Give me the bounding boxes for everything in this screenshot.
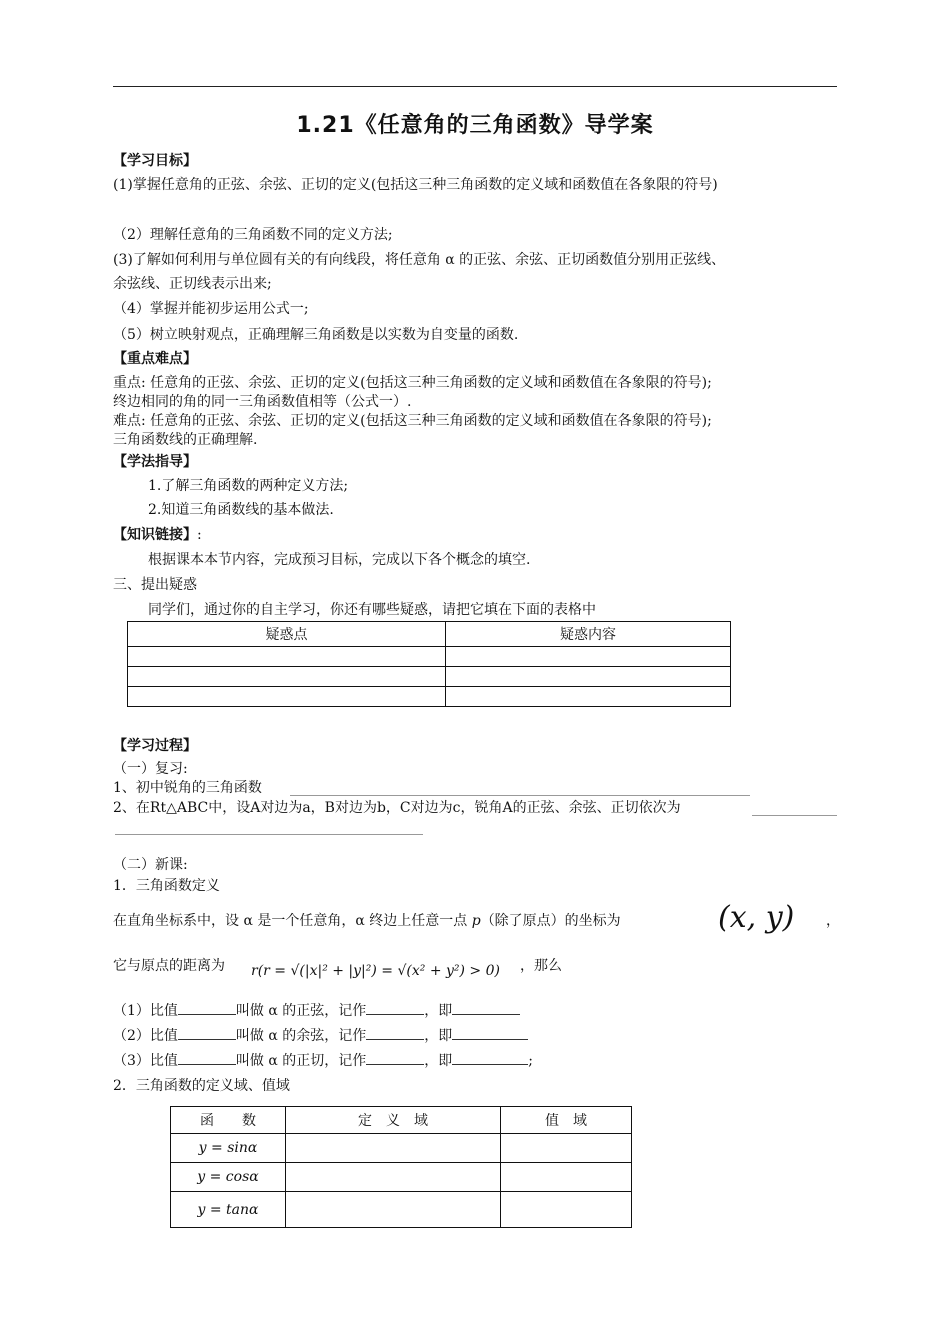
review-q1-text: 1、初中锐角的三角函数 — [113, 780, 262, 796]
doubts-cell[interactable] — [128, 667, 446, 687]
doubts-cell[interactable] — [446, 687, 731, 707]
coord-comma: ， — [826, 913, 840, 929]
keypoints-heading: 【重点难点】 — [113, 351, 197, 367]
review-label: （一）复习: — [113, 761, 188, 777]
doubts-cell[interactable] — [446, 667, 731, 687]
ratio-tan-eq-blank[interactable] — [452, 1050, 528, 1065]
ratio-tan-notation-blank[interactable] — [366, 1050, 424, 1065]
def-line-1-text: 在直角坐标系中，设 α 是一个任意角，α 终边上任意一点 — [113, 913, 468, 929]
process-heading: 【学习过程】 — [113, 738, 197, 754]
func-col-range: 值 域 — [501, 1107, 632, 1134]
top-rule — [113, 86, 837, 87]
goal-item-3-cont: 余弦线、正切线表示出来; — [113, 276, 272, 292]
func-row-sin: y = sinα — [171, 1134, 286, 1163]
review-q2-blank-cont[interactable] — [115, 834, 423, 835]
doubts-table — [127, 621, 731, 707]
coord-xy: (x, y) — [718, 900, 795, 935]
goals-heading: 【学习目标】 — [113, 153, 197, 169]
links-heading: 【知识链接】 — [113, 527, 197, 543]
func-row-tan: y = tanα — [171, 1192, 286, 1228]
links-heading-line — [113, 526, 202, 544]
func-cell[interactable] — [286, 1134, 501, 1163]
review-q2-blank[interactable] — [752, 815, 837, 816]
ratio-sin-a: （1）比值 — [113, 1003, 178, 1019]
doubts-col-content: 疑惑内容 — [446, 622, 731, 647]
ratio-tan-b: 叫做 α 的正切，记作 — [235, 1053, 367, 1069]
func-row-cos: y = cosα — [171, 1163, 286, 1192]
ratio-sin — [113, 1000, 520, 1020]
def-line-2 — [113, 957, 225, 975]
review-q2: 2、在Rt△ABC中，设A对边为a，B对边为b，C对边为c，锐角A的正弦、余弦、正切依次为 — [113, 800, 681, 816]
func-cell[interactable] — [501, 1192, 632, 1228]
keypoint-line-3: 难点: 任意角的正弦、余弦、正切的定义(包括这三种三角函数的定义域和函数值在各象限的符号); — [113, 413, 712, 429]
ratio-sin-eq-blank[interactable] — [452, 1000, 520, 1015]
doubts-cell[interactable] — [128, 687, 446, 707]
review-q1 — [113, 779, 262, 797]
ratio-cos-b: 叫做 α 的余弦，记作 — [235, 1028, 367, 1044]
ratio-tan-c: ，即 — [424, 1053, 453, 1069]
method-item-1: 1.了解三角函数的两种定义方法; — [148, 478, 349, 494]
ratio-cos-notation-blank[interactable] — [366, 1025, 424, 1040]
doubts-cell[interactable] — [128, 647, 446, 667]
func-cell[interactable] — [286, 1192, 501, 1228]
keypoint-line-4: 三角函数线的正确理解. — [113, 432, 258, 448]
new-lesson-label: （二）新课: — [113, 857, 188, 873]
function-table — [170, 1106, 632, 1228]
ratio-sin-b: 叫做 α 的正弦，记作 — [235, 1003, 367, 1019]
ratio-tan-a: （3）比值 — [113, 1053, 178, 1069]
goal-item-2: （2）理解任意角的三角函数不同的定义方法; — [113, 227, 393, 243]
goal-item-1: (1)掌握任意角的正弦、余弦、正切的定义(包括这三种三角函数的定义域和函数值在各象限的符号) — [113, 177, 718, 193]
ratio-tan-d: ; — [528, 1053, 533, 1069]
func-col-name: 函 数 — [171, 1107, 286, 1134]
links-colon: : — [197, 527, 202, 543]
ratio-cos-eq-blank[interactable] — [452, 1025, 528, 1040]
method-item-2: 2.知道三角函数线的基本做法. — [148, 502, 334, 518]
ratio-cos-c: ，即 — [424, 1028, 453, 1044]
func-cell[interactable] — [286, 1163, 501, 1192]
func-col-domain: 定 义 域 — [286, 1107, 501, 1134]
page-title: 1.21《任意角的三角函数》导学案 — [296, 113, 654, 138]
ratio-tan-blank[interactable] — [178, 1050, 236, 1065]
keypoint-line-1: 重点: 任意角的正弦、余弦、正切的定义(包括这三种三角函数的定义域和函数值在各象限的符号); — [113, 375, 712, 391]
ratio-tan — [113, 1050, 533, 1070]
ratio-sin-c: ，即 — [424, 1003, 453, 1019]
doubts-col-point: 疑惑点 — [128, 622, 446, 647]
ratio-cos-blank[interactable] — [178, 1025, 236, 1040]
func-cell[interactable] — [501, 1163, 632, 1192]
review-q1-blank[interactable] — [290, 795, 750, 796]
def-line-1-text-b: （除了原点）的坐标为 — [480, 913, 621, 929]
keypoint-line-2: 终边相同的角的同一三角函数值相等（公式一）. — [113, 394, 412, 410]
ratio-cos-a: （2）比值 — [113, 1028, 178, 1044]
goal-item-4: （4）掌握并能初步运用公式一; — [113, 301, 309, 317]
domain-title: 2．三角函数的定义域、值域 — [113, 1078, 290, 1094]
goal-item-5: （5）树立映射观点，正确理解三角函数是以实数为自变量的函数. — [113, 327, 519, 343]
ratio-sin-notation-blank[interactable] — [366, 1000, 424, 1015]
def-line-1 — [113, 912, 621, 930]
doubts-cell[interactable] — [446, 647, 731, 667]
doubts-heading: 三、提出疑惑 — [113, 577, 197, 593]
distance-formula: r(r = √(|x|² + |y|²) = √(x² + y²) > 0) — [251, 963, 500, 979]
doubts-text: 同学们，通过你的自主学习，你还有哪些疑惑，请把它填在下面的表格中 — [148, 602, 596, 618]
def-title: 1．三角函数定义 — [113, 878, 220, 894]
func-cell[interactable] — [501, 1134, 632, 1163]
ratio-sin-blank[interactable] — [178, 1000, 236, 1015]
ratio-cos — [113, 1025, 528, 1045]
point-p: p — [471, 913, 481, 929]
goal-item-3: (3)了解如何利用与单位圆有关的有向线段，将任意角 α 的正弦、余弦、正切函数值分别用正弦线、 — [113, 252, 726, 268]
def-line-2-text: 它与原点的距离为 — [113, 958, 225, 974]
method-heading: 【学法指导】 — [113, 454, 197, 470]
then-text: ，那么 — [520, 958, 562, 974]
links-text: 根据课本本节内容，完成预习目标，完成以下各个概念的填空. — [148, 552, 531, 568]
